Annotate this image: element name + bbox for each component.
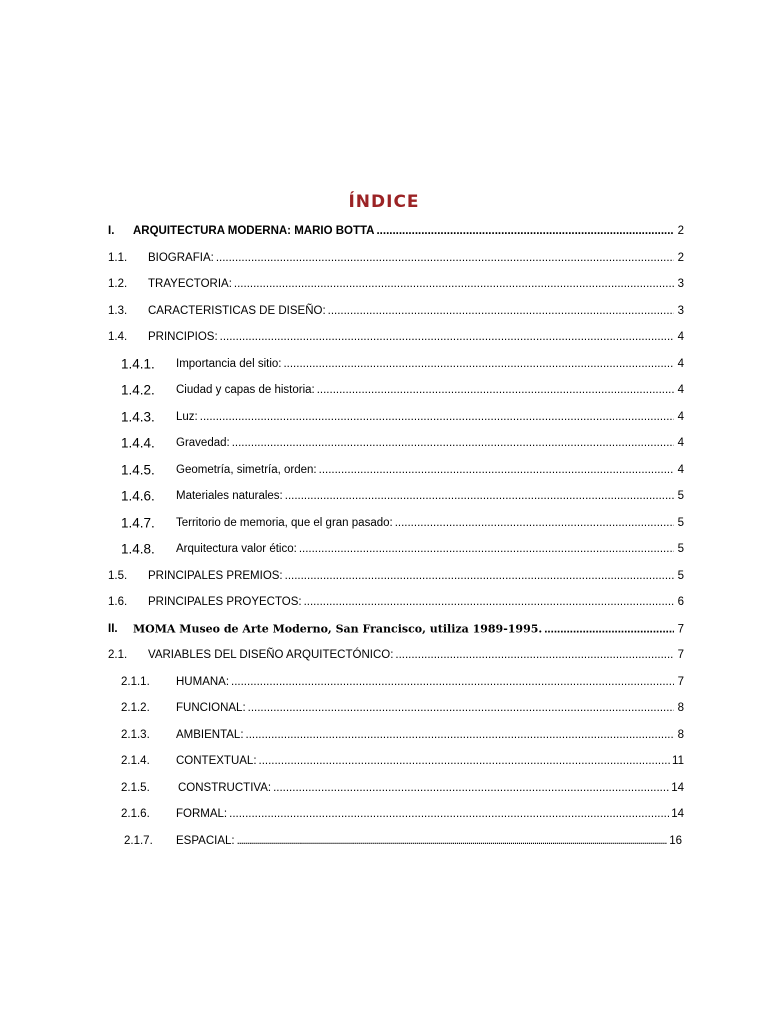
toc-dot-leader (200, 411, 674, 423)
toc-entry-number: II. (108, 622, 118, 635)
toc-entry[interactable] (0, 298, 768, 325)
toc-entry[interactable] (0, 695, 768, 722)
toc-entry[interactable] (0, 271, 768, 298)
toc-entry-line (176, 437, 684, 449)
toc-entry-label: Arquitectura valor ético: (176, 543, 297, 556)
toc-entry-number: 1.4.4. (121, 435, 155, 451)
toc-entry-line (176, 676, 684, 688)
toc-entry-label: PRINCIPALES PREMIOS: (148, 569, 283, 582)
toc-entry-label: VARIABLES DEL DISEÑO ARQUITECTÓNICO: (148, 649, 394, 662)
toc-dot-leader (299, 543, 674, 555)
toc-entry[interactable] (0, 404, 768, 431)
toc-entry-number: 1.4.6. (121, 488, 155, 504)
toc-entry-label: Territorio de memoria, que el gran pasado: (176, 516, 393, 529)
toc-entry[interactable] (0, 616, 768, 643)
toc-entry-line (176, 384, 684, 396)
toc-entry-page-number: 14 (671, 808, 684, 821)
toc-entry[interactable] (0, 775, 768, 802)
toc-dot-leader (285, 570, 674, 582)
toc-entry-page-number: 7 (677, 623, 684, 636)
toc-entry-line (176, 702, 684, 714)
toc-entry-line (133, 622, 684, 635)
toc-entry-number: 2.1.4. (121, 755, 150, 768)
toc-entry[interactable] (0, 748, 768, 775)
toc-entry[interactable] (0, 218, 768, 245)
toc-entry-page-number: 8 (677, 728, 684, 741)
toc-dot-leader (273, 782, 669, 794)
toc-dot-leader (395, 649, 674, 661)
toc-entry-page-number: 14 (671, 781, 684, 794)
toc-entry-line (176, 835, 682, 847)
toc-dot-leader (231, 676, 674, 688)
toc-entry-page-number: 5 (677, 543, 684, 556)
toc-entry-line (176, 755, 684, 767)
toc-entry-number: 2.1.6. (121, 808, 150, 821)
toc-dot-leader (304, 596, 674, 608)
toc-dot-leader (216, 252, 674, 264)
toc-entry-number: 1.6. (108, 596, 128, 609)
toc-entry-line (176, 490, 684, 502)
toc-entry-line (148, 252, 684, 264)
toc-entry-line (148, 305, 684, 317)
toc-entry[interactable] (0, 377, 768, 404)
toc-entry-line (133, 225, 684, 237)
toc-entry-line (176, 808, 684, 820)
toc-entry-page-number: 8 (677, 702, 684, 715)
toc-entry-page-number: 7 (677, 649, 684, 662)
toc-entry-page-number: 4 (677, 357, 684, 370)
toc-entry-label: Ciudad y capas de historia: (176, 384, 315, 397)
toc-entry-number: 1.1. (108, 251, 128, 264)
toc-entry-number: 1.4.2. (121, 382, 155, 398)
toc-dot-leader (229, 808, 669, 820)
toc-entry-page-number: 6 (677, 596, 684, 609)
toc-entry-label: AMBIENTAL: (176, 728, 244, 741)
toc-entry[interactable] (0, 245, 768, 272)
toc-entry-line (178, 782, 684, 794)
toc-entry-label: FUNCIONAL: (176, 702, 246, 715)
toc-entry-label: CARACTERISTICAS DE DISEÑO: (148, 304, 326, 317)
toc-entry-number: 2.1.1. (121, 675, 150, 688)
toc-entry[interactable] (0, 510, 768, 537)
toc-entry[interactable] (0, 669, 768, 696)
toc-entry-line (176, 517, 684, 529)
table-of-contents (0, 218, 768, 854)
toc-entry-line (148, 570, 684, 582)
toc-entry-label: BIOGRAFIA: (148, 251, 214, 264)
toc-entry-number: 1.4.7. (121, 515, 155, 531)
toc-entry-number: I. (108, 225, 115, 238)
toc-entry-page-number: 4 (677, 463, 684, 476)
toc-entry-label: Geometría, simetría, orden: (176, 463, 317, 476)
toc-entry[interactable] (0, 722, 768, 749)
toc-entry-label: HUMANA: (176, 675, 230, 688)
toc-entry-page-number: 3 (677, 278, 684, 291)
toc-entry[interactable] (0, 430, 768, 457)
toc-entry-number: 2.1.2. (121, 702, 150, 715)
toc-dot-leader (237, 835, 668, 847)
toc-entry-number: 2.1.5. (121, 781, 150, 794)
toc-entry-number: 1.2. (108, 278, 128, 291)
toc-entry[interactable] (0, 828, 768, 855)
toc-entry-label: Gravedad: (176, 437, 230, 450)
toc-entry-page-number: 4 (677, 384, 684, 397)
toc-entry-page-number: 7 (677, 675, 684, 688)
toc-entry-page-number: 16 (669, 834, 682, 847)
toc-entry-number: 1.5. (108, 569, 128, 582)
toc-entry-page-number: 4 (677, 410, 684, 423)
toc-entry-label: TRAYECTORIA: (148, 278, 232, 291)
toc-entry[interactable] (0, 351, 768, 378)
toc-entry[interactable] (0, 563, 768, 590)
toc-entry[interactable] (0, 324, 768, 351)
toc-entry-page-number: 2 (677, 225, 684, 238)
toc-entry[interactable] (0, 642, 768, 669)
toc-entry-label: Materiales naturales: (176, 490, 283, 503)
index-title: ÍNDICE (348, 192, 420, 212)
toc-entry-number: 1.4.1. (121, 356, 155, 372)
toc-entry-label: ARQUITECTURA MODERNA: MARIO BOTTA (133, 225, 375, 238)
toc-entry-label: MOMA Museo de Arte Moderno, San Francisco, utiliza 1989-1995. (133, 622, 543, 636)
toc-entry-label: FORMAL: (176, 808, 228, 821)
toc-entry[interactable] (0, 589, 768, 616)
toc-dot-leader (248, 702, 674, 714)
toc-entry-line (176, 543, 684, 555)
toc-dot-leader (319, 464, 674, 476)
toc-entry[interactable] (0, 483, 768, 510)
toc-dot-leader (283, 358, 674, 370)
toc-entry[interactable] (0, 801, 768, 828)
toc-entry-label: PRINCIPIOS: (148, 331, 218, 344)
toc-entry-line (148, 278, 684, 290)
toc-entry-page-number: 4 (677, 331, 684, 344)
toc-dot-leader (376, 225, 674, 237)
toc-entry[interactable] (0, 457, 768, 484)
toc-entry-label: Luz: (176, 410, 198, 423)
toc-entry-line (176, 358, 684, 370)
toc-entry-label: ESPACIAL: (176, 834, 235, 847)
toc-entry-number: 1.4. (108, 331, 128, 344)
toc-dot-leader (232, 437, 674, 449)
toc-entry-number: 2.1. (108, 649, 128, 662)
toc-entry-line (148, 596, 684, 608)
toc-entry-label: CONSTRUCTIVA: (178, 781, 272, 794)
toc-dot-leader (259, 755, 671, 767)
toc-entry-page-number: 2 (677, 251, 684, 264)
toc-entry-number: 2.1.7. (124, 834, 153, 847)
toc-dot-leader (544, 623, 674, 635)
toc-entry-number: 1.4.3. (121, 409, 155, 425)
toc-dot-leader (317, 384, 674, 396)
toc-entry[interactable] (0, 536, 768, 563)
toc-entry-number: 1.4.5. (121, 462, 155, 478)
toc-dot-leader (234, 278, 674, 290)
toc-entry-number: 2.1.3. (121, 728, 150, 741)
toc-entry-page-number: 5 (677, 516, 684, 529)
toc-entry-page-number: 3 (677, 304, 684, 317)
toc-entry-line (176, 464, 684, 476)
toc-entry-line (148, 331, 684, 343)
toc-entry-page-number: 11 (672, 755, 684, 768)
toc-entry-line (176, 729, 684, 741)
toc-entry-page-number: 5 (677, 490, 684, 503)
toc-dot-leader (285, 490, 674, 502)
toc-entry-number: 1.4.8. (121, 541, 155, 557)
toc-entry-label: CONTEXTUAL: (176, 755, 257, 768)
toc-entry-label: PRINCIPALES PROYECTOS: (148, 596, 302, 609)
toc-entry-label: Importancia del sitio: (176, 357, 282, 370)
toc-entry-line (148, 649, 684, 661)
toc-dot-leader (328, 305, 674, 317)
toc-entry-page-number: 4 (677, 437, 684, 450)
toc-entry-page-number: 5 (677, 569, 684, 582)
toc-dot-leader (246, 729, 674, 741)
toc-entry-line (176, 411, 684, 423)
toc-dot-leader (220, 331, 674, 343)
toc-entry-number: 1.3. (108, 304, 128, 317)
toc-dot-leader (395, 517, 674, 529)
